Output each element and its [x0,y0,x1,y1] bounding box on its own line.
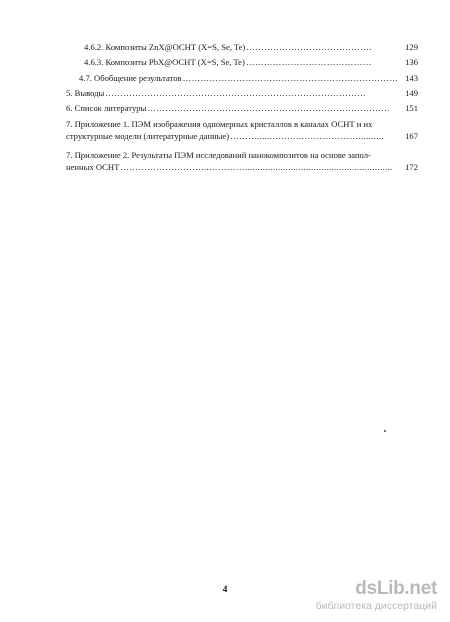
toc-entry-page: 149 [405,88,418,98]
toc-leader-dots: …………………………………………………………………………… [105,88,367,98]
toc-entry-title: 4.6.2. Композиты ZnX@ОСНТ (X=S, Se, Te) [84,42,246,52]
page-number: 4 [222,585,228,595]
toc-entry [79,73,418,83]
scan-speck [384,430,386,432]
toc-entry [66,88,418,98]
toc-leader-dots: ………………………...………….......................................................... [120,162,393,172]
watermark-logo: dsLib.net [355,578,437,599]
toc-leader-dots: ………......……..………………….......... [230,131,384,141]
toc-entry [66,162,418,172]
toc-entry-title: ненных ОСНТ [66,162,120,172]
toc-entry-title: 6. Список литературы [66,103,147,113]
toc-entry-page: 151 [405,103,418,113]
toc-leader-dots: ……………………………………………………………… [182,73,399,83]
toc-leader-dots: ……………………………………………………………………… [147,103,391,113]
toc-leader-dots: …………………………………… [246,42,373,52]
toc-entry-page: 129 [405,42,418,52]
toc-entry-title: 4.7. Обобщение результатов [79,73,182,83]
toc-entry-title: структурные модели (литературные данные) [66,131,230,141]
watermark-subtitle: библиотека диссертаций [315,600,437,612]
toc-leader-dots: …………………………………… [245,57,372,67]
toc-entry [66,131,418,141]
toc-entry-page: 172 [405,162,418,172]
toc-entry-title-line: 7. Приложение 1. ПЭМ изображения одномерных кристаллов в каналах ОСНТ и их [66,119,373,129]
toc-entry-title-line: 7. Приложение 2. Результаты ПЭМ исследований нанокомпозитов на основе запол- [66,150,371,160]
toc-entry [84,42,418,52]
toc-entry [66,103,418,113]
toc-entry-page: 143 [405,73,418,83]
toc-entry-page: 136 [405,57,418,67]
toc-entry-title: 4.6.3. Композиты PbX@ОСНТ (X=S, Se, Te) [84,57,245,67]
toc-entry [84,57,418,67]
watermark [300,578,445,614]
toc-entry-title: 5. Выводы [66,88,105,98]
toc-entry-page: 167 [405,131,418,141]
